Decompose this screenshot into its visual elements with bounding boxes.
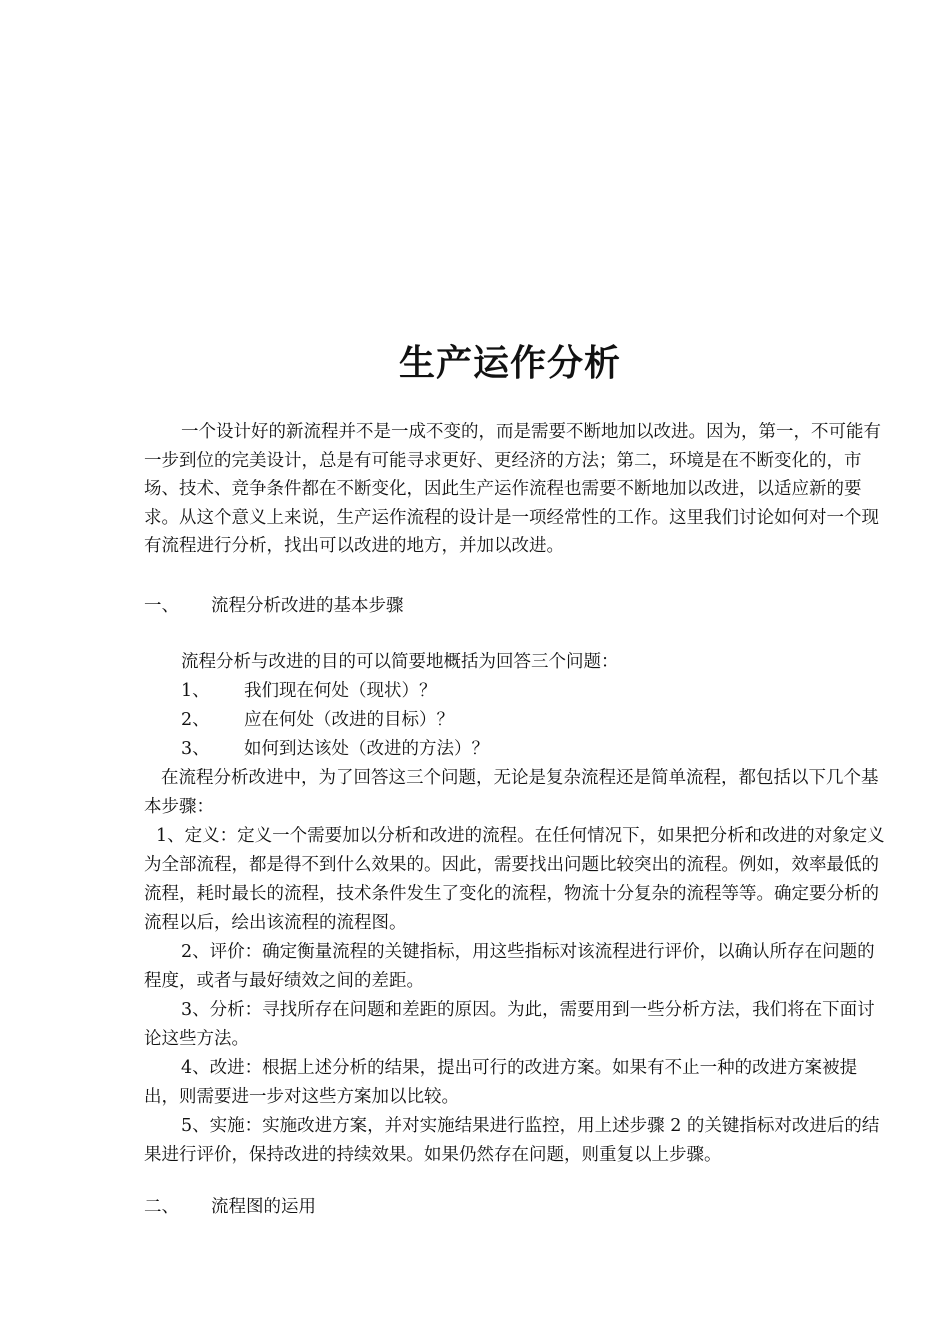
step-paragraph: 5、实施：实施改进方案，并对实施结果进行监控，用上述步骤 2 的关键指标对改进后的结果进行评价，保持改进的持续效果。如果仍然存在问题，则重复以上步骤。 bbox=[144, 1116, 880, 1165]
question-number: 2、 bbox=[181, 710, 210, 730]
section-title: 流程分析改进的基本步骤 bbox=[211, 596, 404, 616]
section-number: 二、 bbox=[144, 1197, 179, 1217]
step-paragraph: 1、定义：定义一个需要加以分析和改进的流程。在任何情况下，如果把分析和改进的对象定义为全部流程，都是得不到什么效果的。因此，需要找出问题比较突出的流程。例如，效率最低的流程，耗时最长的流程，技术条件发生了变化的流程，物流十分复杂的流程等等。确定要分析的流程以后，绘出该流程的流程图。 bbox=[144, 826, 885, 933]
question-text: 我们现在何处（现状）？ bbox=[244, 681, 437, 701]
section-lead: 流程分析与改进的目的可以简要地概括为回答三个问题： bbox=[181, 652, 619, 672]
section-title: 流程图的运用 bbox=[211, 1197, 316, 1217]
question-item bbox=[144, 706, 889, 735]
question-item bbox=[144, 677, 889, 706]
transition-paragraph: 在流程分析改进中，为了回答这三个问题，无论是复杂流程还是简单流程，都包括以下几个基本步骤： bbox=[144, 768, 879, 817]
section-number: 一、 bbox=[144, 596, 179, 616]
question-item bbox=[144, 735, 889, 764]
step-paragraph: 2、评价：确定衡量流程的关键指标，用这些指标对该流程进行评价，以确认所存在问题的程度，或者与最好绩效之间的差距。 bbox=[144, 942, 875, 991]
document-title: 生产运作分析 bbox=[398, 342, 621, 384]
intro-paragraph: 一个设计好的新流程并不是一成不变的，而是需要不断地加以改进。因为，第一，不可能有一步到位的完美设计，总是有可能寻求更好、更经济的方法；第二，环境是在不断变化的，市场、技术、竞争条件都在不断变化，因此生产运作流程也需要不断地加以改进，以适应新的要求。从这个意义上来说，生产运作流程的设计是一项经常性的工作。这里我们讨论如何对一个现有流程进行分析，找出可以改进的地方，并加以改进。 bbox=[144, 422, 881, 557]
question-text: 如何到达该处（改进的方法）？ bbox=[244, 739, 489, 759]
section-heading-1 bbox=[144, 592, 404, 620]
step-paragraph: 3、分析：寻找所存在问题和差距的原因。为此，需要用到一些分析方法，我们将在下面讨论这些方法。 bbox=[144, 1000, 875, 1049]
section-1-body bbox=[144, 648, 889, 1170]
section-heading-2 bbox=[144, 1193, 316, 1221]
step-paragraph: 4、改进：根据上述分析的结果，提出可行的改进方案。如果有不止一种的改进方案被提出，则需要进一步对这些方案加以比较。 bbox=[144, 1058, 858, 1107]
question-number: 3、 bbox=[181, 739, 210, 759]
question-number: 1、 bbox=[181, 681, 210, 701]
question-text: 应在何处（改进的目标）？ bbox=[244, 710, 454, 730]
